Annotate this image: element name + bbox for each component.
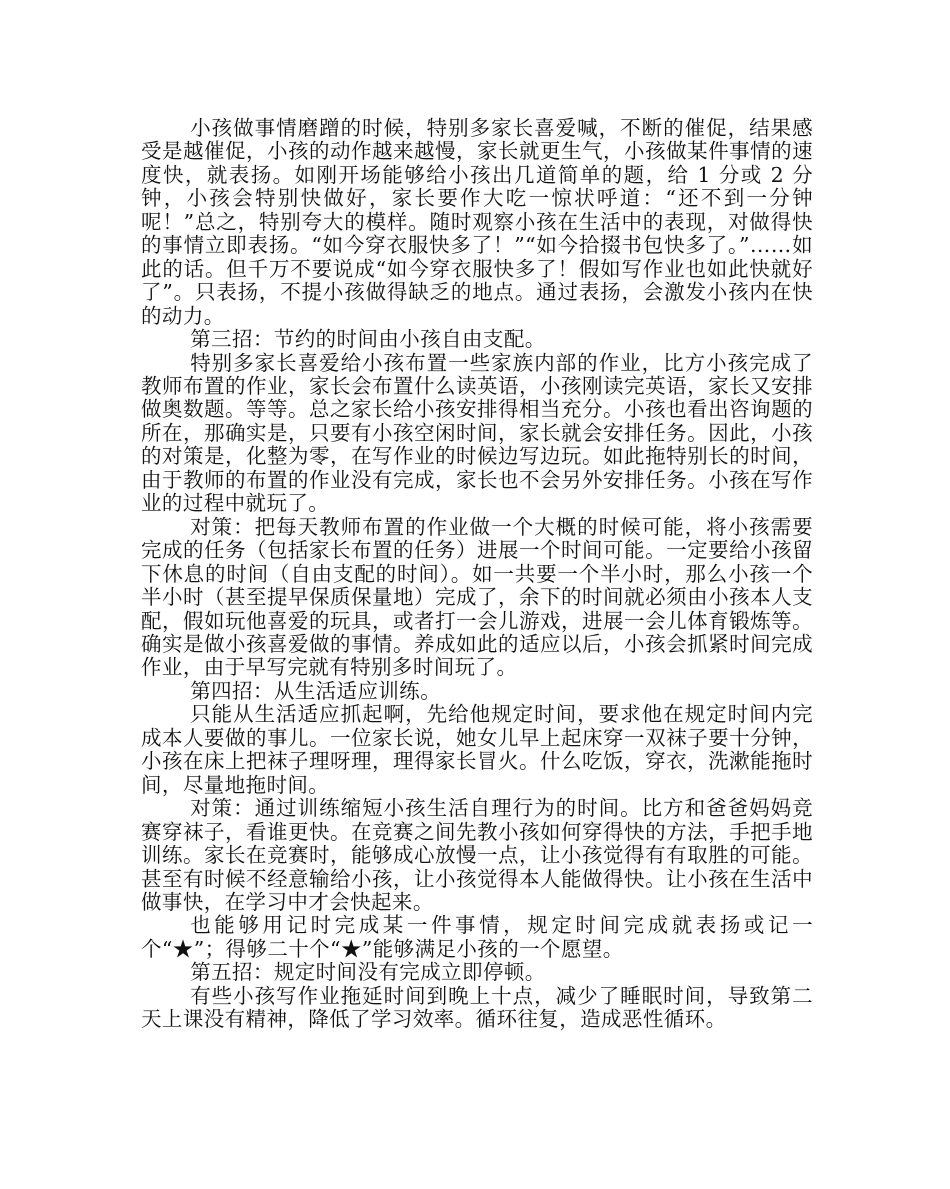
paragraph-extra-homework: 特别多家长喜爱给小孩布置一些家族内部的作业，比方小孩完成了教师布置的作业，家长会布置什么读英语，小孩刚读完英语，家长又安排做奥数题。等等。总之家长给小孩安排得相当充分。小孩也看出咨询题的所在，那确实是，只要有小孩空闲时间，家长就会安排任务。因此，小孩的对策是，化整为零，在写作业的时候边写边玩。如此拖特别长的时间，由于教师的布置的作业没有完成，家长也不会另外安排任务。小孩在写作业的过程中就玩了。 xyxy=(141,350,813,516)
paragraph-late-homework: 有些小孩写作业拖延时间到晚上十点，减少了睡眠时间，导致第二天上课没有精神，降低了学习效率。循环往复，造成恶性循环。 xyxy=(141,983,813,1032)
paragraph-strategy-training: 对策：通过训练缩短小孩生活自理行为的时间。比方和爸爸妈妈竞赛穿袜子，看谁更快。在竞赛之间先教小孩如何穿得快的方法，手把手地训练。家长在竞赛时，能够成心放慢一点，让小孩觉得有有取胜的可能。甚至有时候不经意输给小孩，让小孩觉得本人能做得快。让小孩在生活中做事快，在学习中才会快起来。 xyxy=(141,796,813,914)
paragraph-strategy-free-time: 对策：把每天教师布置的作业做一个大概的时候可能，将小孩需要完成的任务（包括家长布置的任务）进展一个时间可能。一定要给小孩留下休息的时间（自由支配的时间）。如一共要一个半小时，那么小孩一个半小时（甚至提早保质保量地）完成了，余下的时间就必须由小孩本人支配，假如玩他喜爱的玩具，或者打一会儿游戏，进展一会儿体育锻炼等。确实是做小孩喜爱做的事情。养成如此的适应以后，小孩会抓紧时间完成作业，由于早写完就有特别多时间玩了。 xyxy=(141,514,813,680)
paragraph-praise-speed: 小孩做事情磨蹭的时候，特别多家长喜爱喊，不断的催促，结果感受是越催促，小孩的动作越来越慢，家长就更生气，小孩做某件事情的速度快，就表扬。如刚开场能够给小孩出几道简单的题，给 1 分或 2 分钟，小孩会特别快做好，家长要作大吃一惊状呼道：“还不到一分钟呢！”总之，特别夸大的模样。随时观察小孩在生活中的表现，对做得快的事情立即表扬。“如今穿衣服快多了！”“如今拾掇书包快多了。”……如此的话。但千万不要说成“如今穿衣服快多了！假如写作业也如此快就好了”。只表扬，不提小孩做得缺乏的地点。通过表扬，会激发小孩内在快的动力。 xyxy=(141,116,813,328)
paragraph-daily-habits: 只能从生活适应抓起啊，先给他规定时间，要求他在规定时间内完成本人要做的事儿。一位家长说，她女儿早上起床穿一双袜子要十分钟，小孩在床上把袜子理呀理，理得家长冒火。什么吃饭，穿衣，洗漱能拖时间，尽量地拖时间。 xyxy=(141,702,813,797)
document-body xyxy=(141,117,813,1032)
paragraph-star-reward: 也能够用记时完成某一件事情，规定时间完成就表扬或记一个“★”；得够二十个“★”能够满足小孩的一个愿望。 xyxy=(141,913,813,961)
heading-tip-four: 第四招：从生活适应训练。 xyxy=(190,678,442,703)
heading-tip-three: 第三招：节约的时间由小孩自由支配。 xyxy=(190,327,546,352)
heading-tip-five: 第五招：规定时间没有完成立即停顿。 xyxy=(190,960,546,985)
